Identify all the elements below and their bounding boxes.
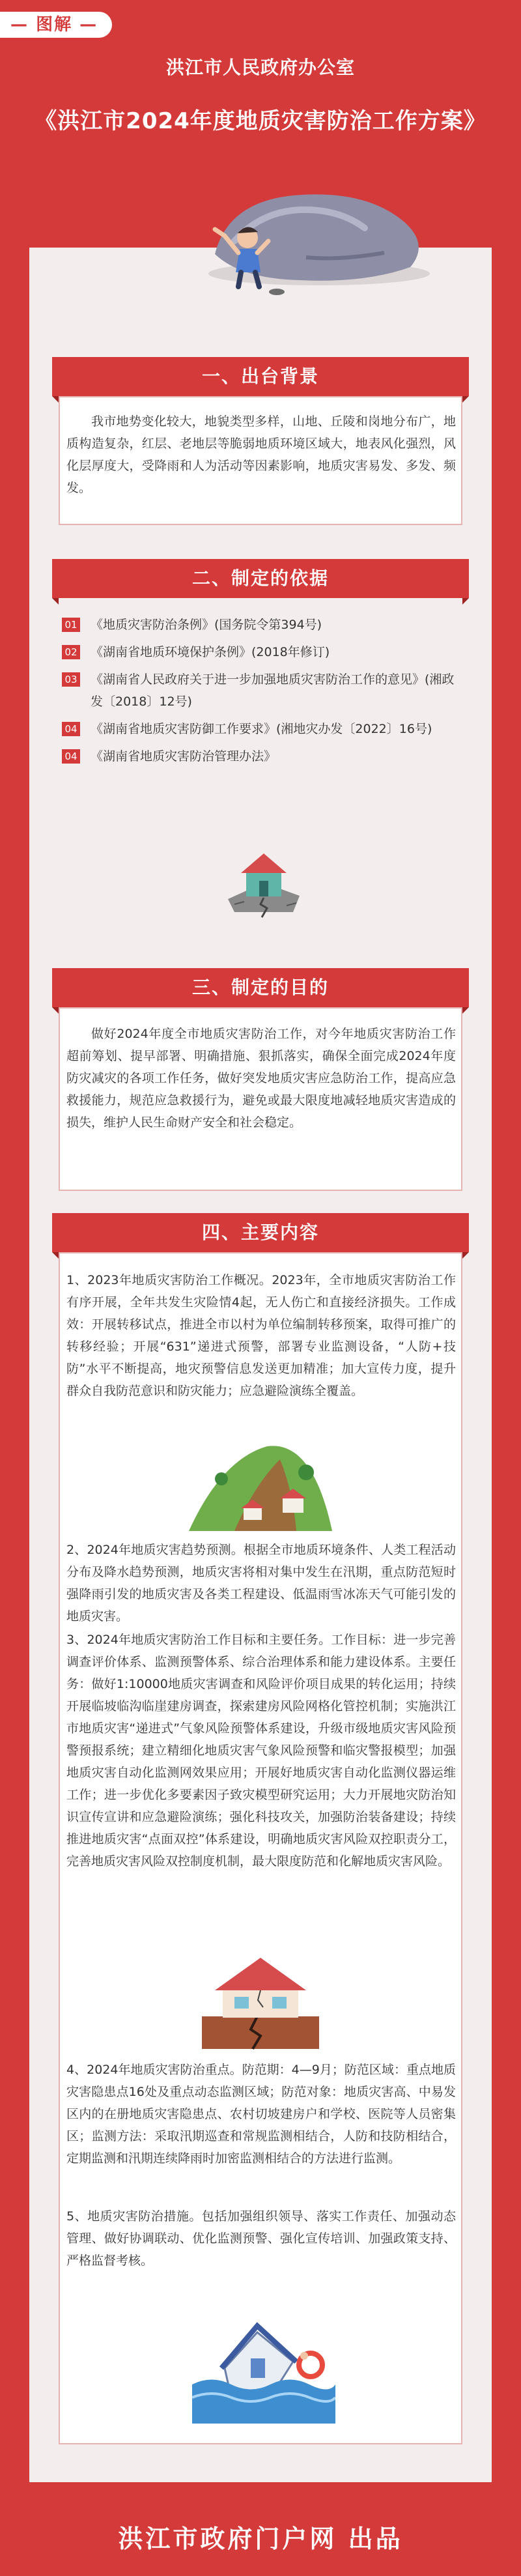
- footer-credit: 洪江市政府门户网 出品: [0, 2502, 521, 2576]
- basis-text: 《湖南省地质灾害防御工作要求》(湘地灾办发〔2022〕16号): [91, 722, 432, 736]
- earthquake-house-illustration: [195, 1945, 326, 2052]
- org-name: 洪江市人民政府办公室: [165, 57, 355, 78]
- content-p3: 3、2024年地质灾害防治工作目标和主要任务。工作目标：进一步完善调查评价体系、监测预警体系、综合治理体系和能力建设体系。主要任务：做好1:10000地质灾害调查和风险评价项目成果的转化运用；持续开展临坡临沟临崖建房调查，探索建房风险网格化管控机制；实施洪江市地质灾害“递进式”气象风险预警体系建设，升级市级地质灾害风险预警预报系统；建立精细化地质灾害气象风险预警和临灾警报模型；加强地质灾害自动化监测网效果应用；开展好地质灾害自动化监测仪器运维工作；进一步优化多要素因子致灾模型研究运用；大力开展地灾防治知识宣传宣讲和应急避险演练；强化科技攻关，加强防治装备建设；持续推进地质灾害“点面双控”体系建设，明确地质灾害风险双控职责分工，完善地质灾害风险双控制度机制，最大限度防范和化解地质灾害风险。: [66, 1633, 456, 1868]
- tag-dash-right: —: [72, 15, 98, 35]
- background-text: 我市地势变化较大，地貌类型多样，山地、丘陵和岗地分布广，地质构造复杂，红层、老地层等脆弱地质环境区域大，地表风化强烈，风化层厚度大，受降雨和人为活动等因素影响，地质灾害易发、多发、频发。: [66, 414, 456, 495]
- section-heading-purpose: 三、制定的目的: [52, 968, 469, 1007]
- basis-text: 《湖南省地质灾害防治管理办法》: [91, 749, 277, 764]
- basis-number: 03: [62, 672, 80, 687]
- basis-number: 02: [62, 645, 80, 659]
- basis-number: 01: [62, 618, 80, 632]
- tag-label: [0, 12, 112, 38]
- page-title: 《洪江市2024年度地质灾害防治工作方案》: [35, 108, 486, 134]
- flood-illustration: [192, 2306, 335, 2424]
- cracked-house-illustration: [215, 821, 313, 919]
- basis-item: [62, 614, 466, 636]
- content-p4: 4、2024年地质灾害防治重点。防范期：4—9月；防范区域：重点地质灾害隐患点16处及重点动态监测区域；防范对象：地质灾害高、中易发区内的在册地质灾害隐患点、农村切坡建房户和学校、医院等人员密集区；监测方法：采取汛期巡查和常规监测相结合，人防和技防相结合，定期监测和汛期连续降雨时加密监测相结合的方法进行监测。: [66, 2063, 456, 2166]
- basis-list: [62, 614, 466, 767]
- basis-text: 《地质灾害防治条例》(国务院令第394号): [91, 618, 322, 632]
- basis-text: 《湖南省地质环境保护条例》(2018年修订): [91, 645, 330, 659]
- boulder-illustration: [0, 176, 521, 306]
- section-heading-content: 四、主要内容: [52, 1213, 469, 1252]
- section-heading-background: 一、出台背景: [52, 357, 469, 396]
- content-p2: 2、2024年地质灾害趋势预测。根据全市地质环境条件、人类工程活动分布及降水趋势预测，地质灾害将相对集中发生在汛期，重点防范短时强降雨引发的地质灾害及各类工程建设、低温雨雪冰冻天气可能引发的地质灾害。: [66, 1543, 456, 1624]
- basis-text: 《湖南省人民政府关于进一步加强地质灾害防治工作的意见》(湘政发〔2018〕12号): [91, 672, 455, 709]
- tag-text: 图解: [36, 15, 73, 35]
- landslide-illustration: [182, 1433, 339, 1538]
- content-p5: 5、地质灾害防治措施。包括加强组织领导、落实工作责任、加强动态管理、做好协调联动、优化监测预警、强化宣传培训、加强政策支持、严格监督考核。: [66, 2209, 456, 2268]
- basis-item: [62, 668, 466, 713]
- header: [0, 0, 521, 199]
- basis-item: [62, 745, 466, 767]
- basis-number: 04: [62, 722, 80, 736]
- tag-dash-left: —: [10, 15, 36, 35]
- basis-item: [62, 641, 466, 663]
- purpose-text: 做好2024年度全市地质灾害防治工作，对今年地质灾害防治工作超前筹划、提早部署、明确措施、狠抓落实，确保全面完成2024年度防灾减灾的各项工作任务，做好突发地质灾害应急防治工作，提高应急救援能力，规范应急救援行为，避免或最大限度地减轻地质灾害造成的损失，维护人民生命财产安全和社会稳定。: [66, 1027, 456, 1130]
- section-heading-basis: 二、制定的依据: [52, 559, 469, 598]
- basis-item: [62, 718, 466, 740]
- basis-number: 04: [62, 749, 80, 764]
- content-p1: 1、2023年地质灾害防治工作概况。2023年，全市地质灾害防治工作有序开展，全年共发生灾险情4起，无人伤亡和直接经济损失。工作成效：开展转移试点，推进全市以村为单位编制转移预案，取得可推广的转移经验；开展“631”递进式预警，部署专业监测设备，“人防+技防”水平不断提高，地灾预警信息发送更加精准；加大宣传力度，提升群众自我防范意识和防灾能力；应急避险演练全覆盖。: [66, 1273, 456, 1398]
